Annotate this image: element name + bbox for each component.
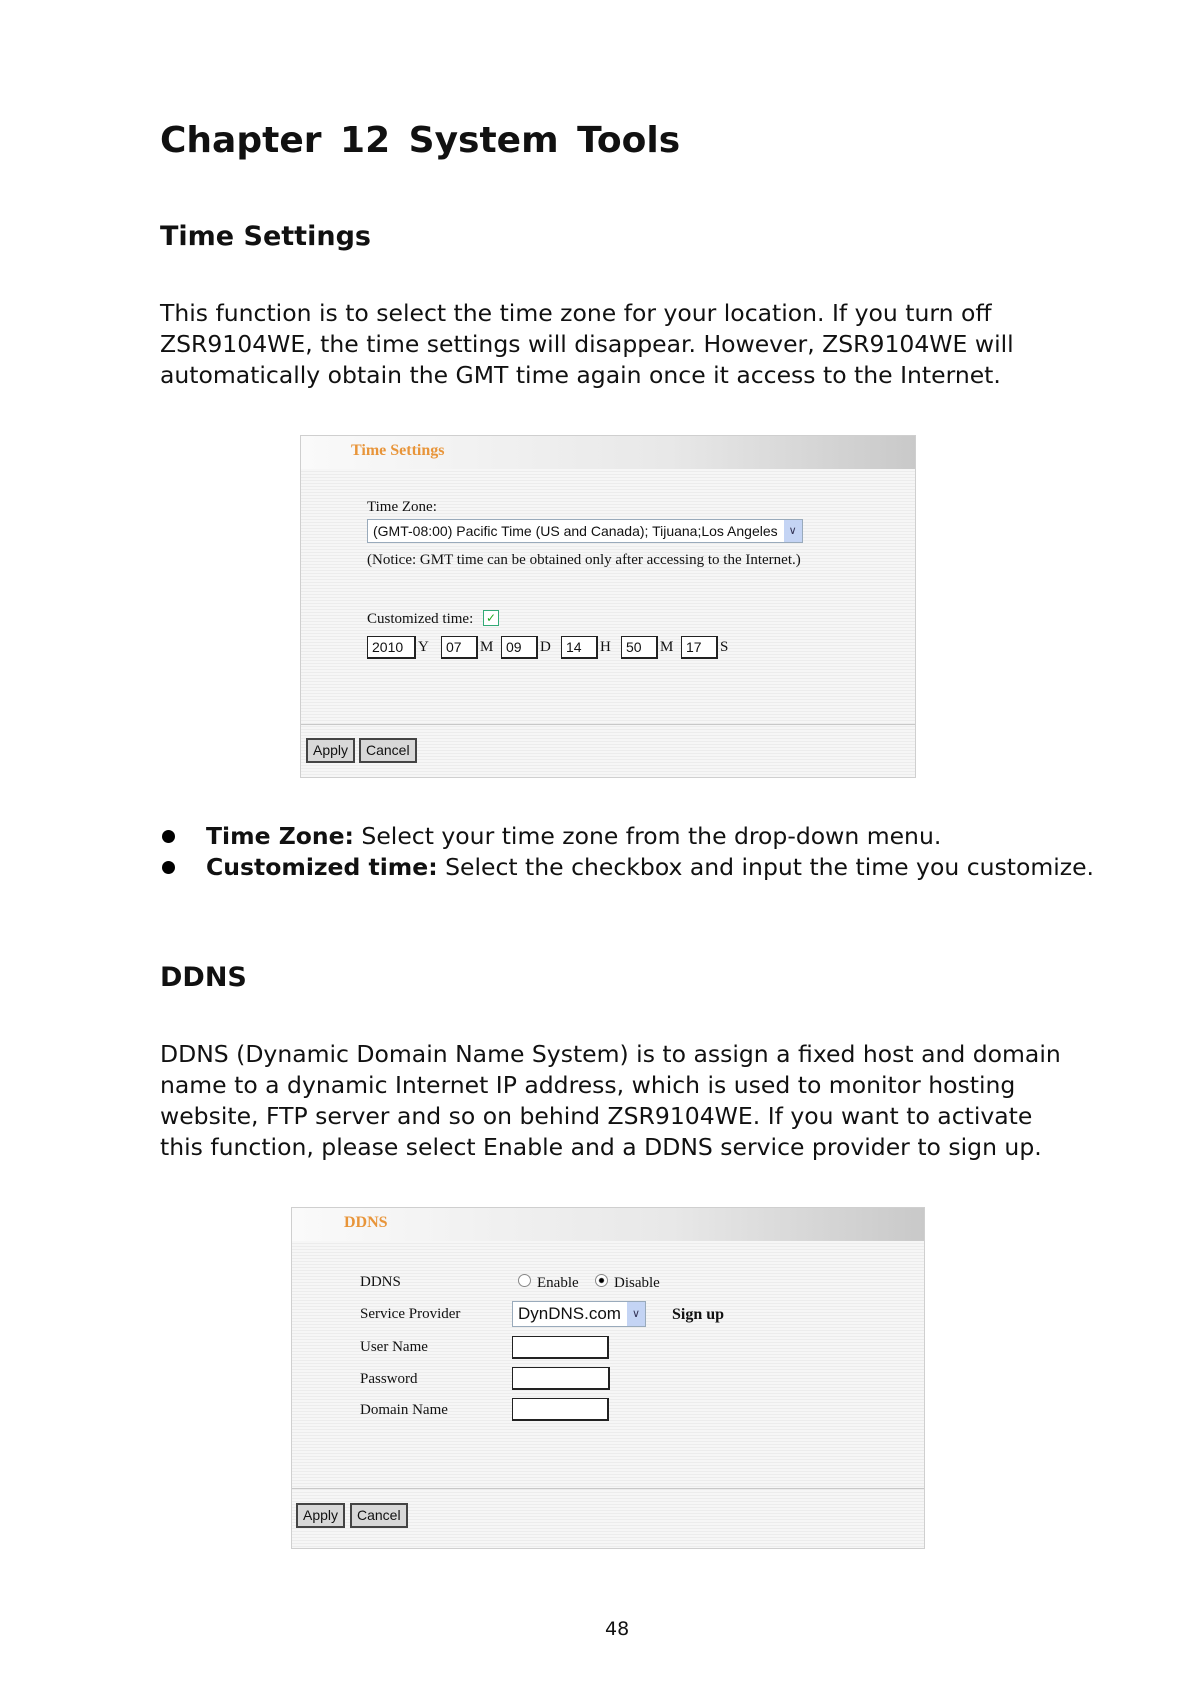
ddns-label: DDNS [360,1274,401,1290]
enable-radio[interactable] [518,1274,531,1287]
time-unit-label: D [540,639,551,655]
gmt-notice: (Notice: GMT time can be obtained only after accessing to the Internet.) [367,552,801,568]
enable-label: Enable [537,1275,579,1291]
password-input[interactable] [512,1367,610,1390]
chapter-title: Chapter 12 System Tools [160,120,681,161]
bullet-item [160,852,1170,883]
bullet-item [160,821,1170,852]
time-zone-value: (GMT-08:00) Pacific Time (US and Canada); Tijuana;Los Angeles [373,523,778,539]
apply-button[interactable]: Apply [306,738,355,763]
time-zone-select[interactable] [367,519,803,543]
time-field-input[interactable]: 50 [621,636,658,659]
service-provider-value: DynDNS.com [518,1304,621,1323]
bullet-term: Time Zone: [206,822,354,850]
time-unit-label: Y [418,639,429,655]
page-number: 48 [605,1618,630,1640]
panel-title: DDNS [344,1214,388,1231]
cancel-button[interactable]: Cancel [359,738,417,763]
time-field-input[interactable]: 14 [561,636,598,659]
customized-time-label: Customized time: [367,611,474,627]
domain-name-input[interactable] [512,1398,609,1421]
time-field-input[interactable]: 07 [441,636,478,659]
button-divider [292,1488,924,1489]
time-unit-label: M [660,639,674,655]
customized-time-checkbox[interactable]: ✓ [483,610,499,626]
bullet-icon [162,861,175,874]
ddns-heading: DDNS [160,962,247,993]
time-zone-label: Time Zone: [367,499,437,515]
chevron-down-icon[interactable]: ∨ [784,520,802,542]
bullet-list [160,821,1170,883]
bullet-text: Select the checkbox and input the time you customize. [437,853,1095,881]
cancel-button[interactable]: Cancel [350,1503,408,1528]
user-name-input[interactable] [512,1336,609,1359]
time-unit-label: H [600,639,611,655]
ddns-panel [291,1207,925,1549]
bullet-term: Customized time: [206,853,438,881]
password-label: Password [360,1371,418,1387]
time-field-input[interactable]: 17 [681,636,718,659]
time-field-input[interactable]: 09 [501,636,538,659]
ddns-paragraph: DDNS (Dynamic Domain Name System) is to assign a fixed host and domain name to a dynamic Internet IP address, which is used to monitor hosting website, FTP server and so on behind ZSR9104WE. If you want to activate this function, please select Enable and a DDNS service provider to sign up. [160,1040,1061,1161]
panel-header [301,436,915,469]
time-field-input[interactable]: 2010 [367,636,416,659]
bullet-text: Select your time zone from the drop-down menu. [353,822,942,850]
time-settings-paragraph: This function is to select the time zone for your location. If you turn off ZSR9104WE, the time settings will disappear. However, ZSR9104WE will automatically obtain the GMT time again once it access to the Internet. [160,299,1014,389]
disable-label: Disable [614,1275,660,1291]
sign-up-link[interactable]: Sign up [672,1306,725,1323]
button-divider [301,724,915,725]
bullet-icon [162,830,175,843]
apply-button[interactable]: Apply [296,1503,345,1528]
disable-radio[interactable] [595,1274,608,1287]
chevron-down-icon[interactable]: ∨ [627,1302,645,1326]
time-settings-panel [300,435,916,778]
panel-header [292,1208,924,1241]
time-settings-heading: Time Settings [160,221,371,252]
time-unit-label: M [480,639,494,655]
service-provider-select[interactable] [512,1301,646,1327]
service-provider-label: Service Provider [360,1306,461,1322]
time-unit-label: S [720,639,729,655]
user-name-label: User Name [360,1339,428,1355]
panel-title: Time Settings [351,442,445,459]
domain-name-label: Domain Name [360,1402,448,1418]
